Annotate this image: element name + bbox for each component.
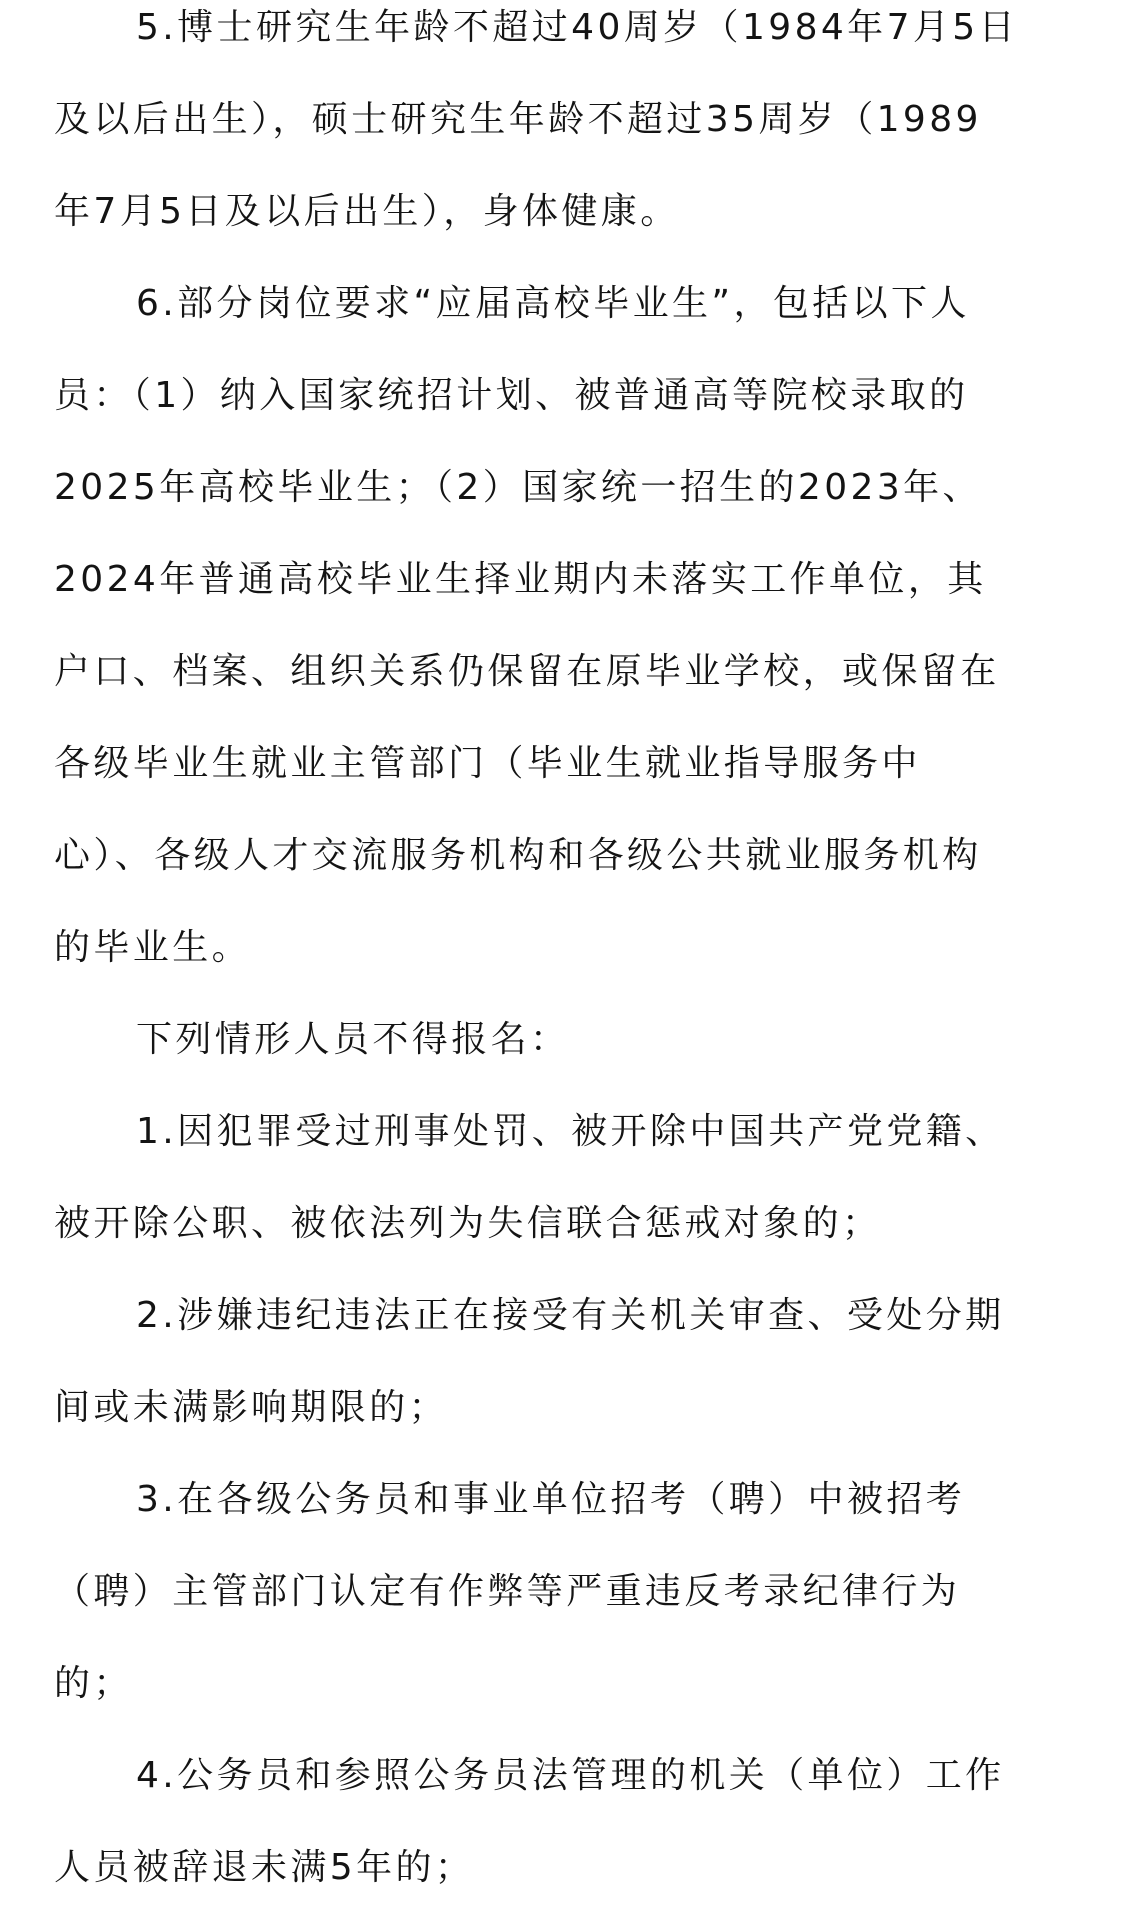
text-line-5: 员：（1）纳入国家统招计划、被普通高等院校录取的: [54, 375, 969, 416]
text-line-9: 各级毕业生就业主管部门（毕业生就业指导服务中: [54, 743, 921, 784]
text-line-19: 的；: [54, 1663, 133, 1704]
text-line-12: 下列情形人员不得报名：: [136, 1019, 570, 1060]
text-line-7: 2024年普通高校毕业生择业期内未落实工作单位，其: [54, 559, 987, 600]
text-line-10: 心）、各级人才交流服务机构和各级公共就业服务机构: [54, 835, 982, 876]
text-line-21: 人员被辞退未满5年的；: [54, 1847, 475, 1888]
text-line-13: 1.因犯罪受过刑事处罚、被开除中国共产党党籍、: [136, 1111, 1005, 1152]
text-line-4: 6.部分岗位要求“应届高校毕业生”，包括以下人: [136, 283, 970, 324]
text-line-1: 5.博士研究生年龄不超过40周岁（1984年7月5日: [136, 7, 1018, 48]
text-line-18: （聘）主管部门认定有作弊等严重违反考录纪律行为: [54, 1571, 961, 1612]
text-line-17: 3.在各级公务员和事业单位招考（聘）中被招考: [136, 1479, 966, 1520]
text-line-20: 4.公务员和参照公务员法管理的机关（单位）工作: [136, 1755, 1005, 1796]
text-line-14: 被开除公职、被依法列为失信联合惩戒对象的；: [54, 1203, 882, 1244]
text-line-15: 2.涉嫌违纪违法正在接受有关机关审查、受处分期: [136, 1295, 1005, 1336]
text-line-16: 间或未满影响期限的；: [54, 1387, 449, 1428]
text-line-3: 年7月5日及以后出生），身体健康。: [54, 191, 680, 232]
text-line-2: 及以后出生），硕士研究生年龄不超过35周岁（1989: [54, 99, 982, 140]
text-line-8: 户口、档案、组织关系仍保留在原毕业学校，或保留在: [54, 651, 1000, 692]
text-line-11: 的毕业生。: [54, 927, 252, 968]
text-line-6: 2025年高校毕业生；（2）国家统一招生的2023年、: [54, 467, 982, 508]
